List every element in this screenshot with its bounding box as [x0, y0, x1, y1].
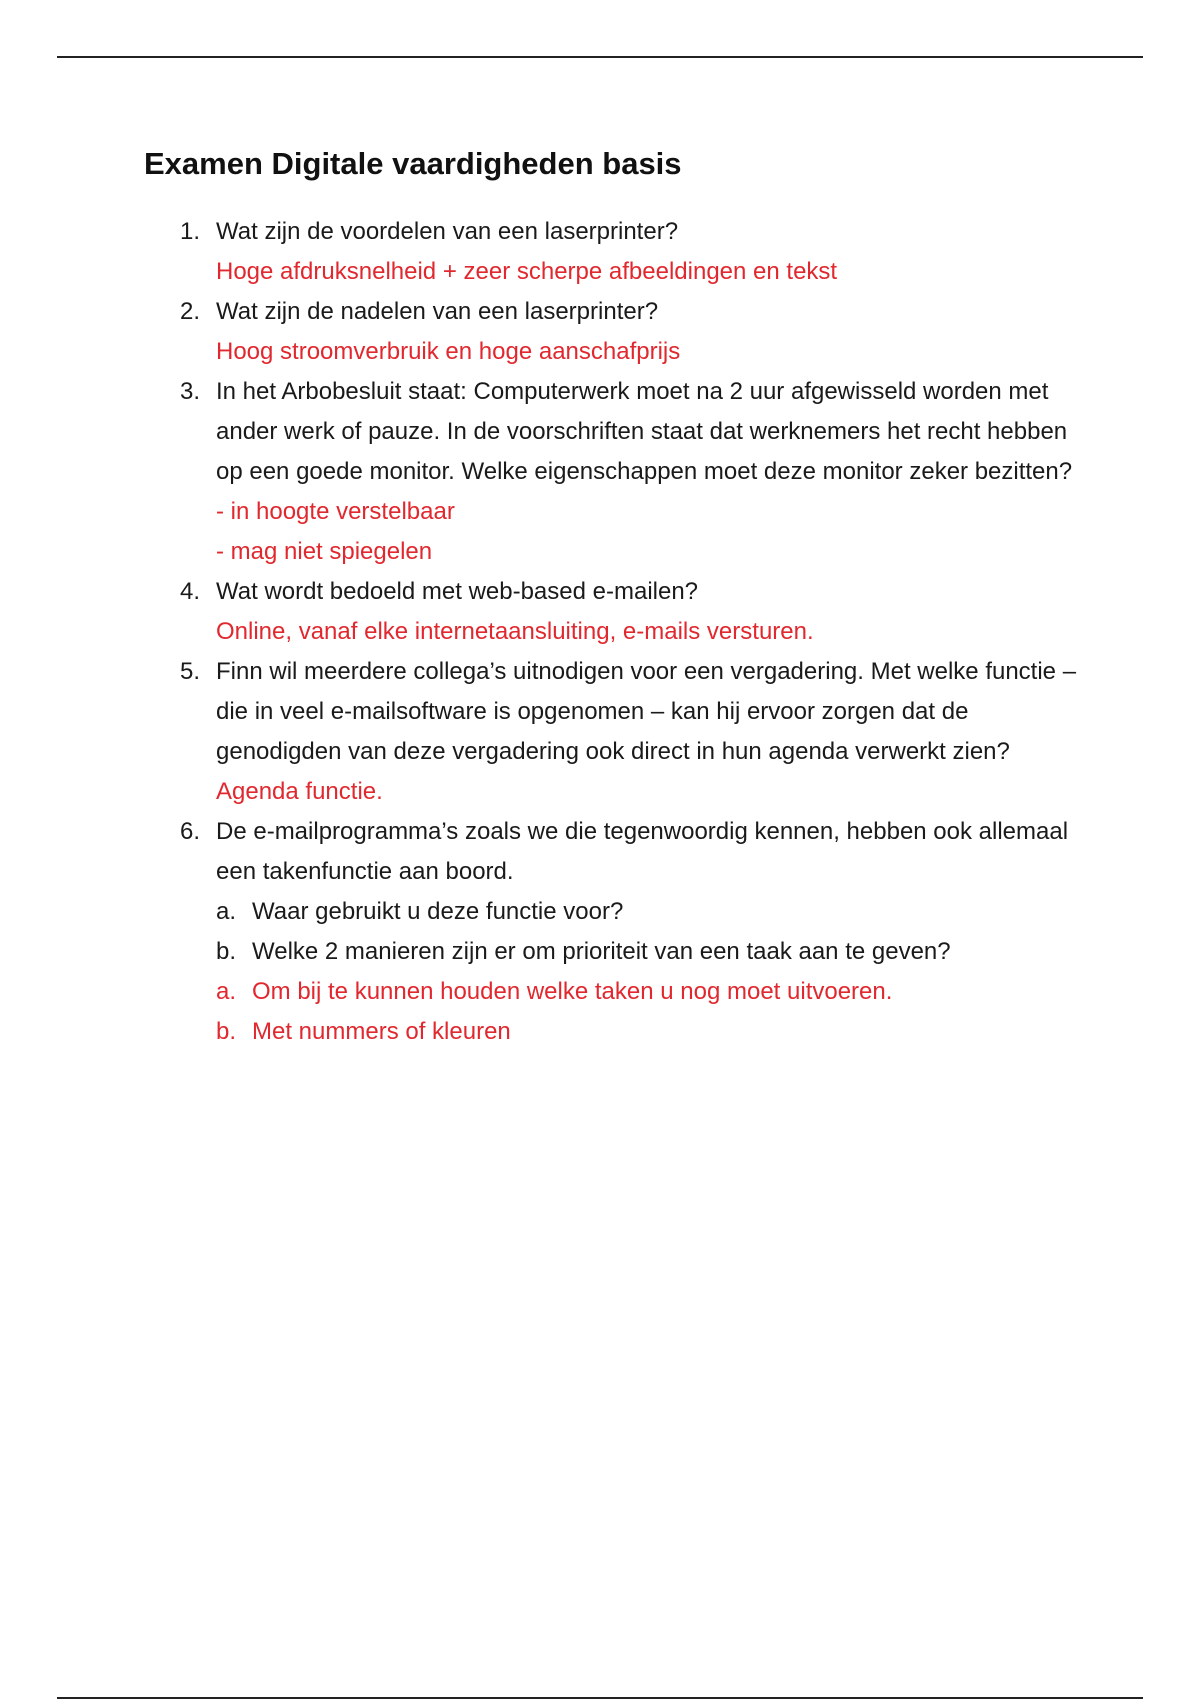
sub-answer-letter: b.: [216, 1018, 237, 1045]
answer-text: - mag niet spiegelen: [216, 538, 433, 565]
sub-question-text: Welke 2 manieren zijn er om prioriteit van een taak aan te geven?: [252, 938, 951, 965]
question-text: De e-mailprogramma’s zoals we die tegenwoordig kennen, hebben ook allemaal een takenfunctie aan boord.: [216, 818, 1069, 885]
sub-question-letter: b.: [216, 938, 237, 965]
answer-text: Agenda functie.: [216, 778, 383, 805]
answer-text: Hoog stroomverbruik en hoge aanschafprijs: [216, 338, 681, 365]
question-text: Finn wil meerdere collega’s uitnodigen voor een vergadering. Met welke functie – die in veel e-mailsoftware is opgenomen – kan hij ervoor zorgen dat de genodigden van deze vergadering ook direct in hun agenda verwerkt zien?: [216, 658, 1077, 765]
document-title: Examen Digitale vaardigheden basis: [144, 146, 682, 181]
question-item-3: [144, 372, 1084, 572]
document-body: [144, 140, 1084, 1052]
question-item-6: [144, 812, 1084, 1052]
answer-text: Hoge afdruksnelheid + zeer scherpe afbeeldingen en tekst: [216, 258, 838, 285]
question-item-4: [144, 572, 1084, 652]
question-text: Wat zijn de nadelen van een laserprinter?: [216, 298, 659, 325]
sub-answer-a: [216, 972, 1084, 1012]
question-item-1: [144, 212, 1084, 292]
question-text: Wat zijn de voordelen van een laserprinter?: [216, 218, 679, 245]
question-list: [144, 212, 1084, 1052]
question-number: 2.: [180, 298, 201, 325]
sub-answer-b: [216, 1012, 1084, 1052]
footer-rule: [57, 1697, 1143, 1699]
header-rule: [57, 56, 1143, 58]
question-item-5: [144, 652, 1084, 812]
question-item-2: [144, 292, 1084, 372]
question-number: 6.: [180, 818, 201, 845]
sub-question-letter: a.: [216, 898, 237, 925]
answer-text: Online, vanaf elke internetaansluiting, e-mails versturen.: [216, 618, 814, 645]
sub-question-b: [216, 932, 1084, 972]
question-text: In het Arbobesluit staat: Computerwerk moet na 2 uur afgewisseld worden met ander werk of pauze. In de voorschriften staat dat werknemers het recht hebben op een goede monitor. Welke eigenschappen moet deze monitor zeker bezitten?: [216, 378, 1073, 485]
question-text: Wat wordt bedoeld met web-based e-mailen?: [216, 578, 699, 605]
question-number: 3.: [180, 378, 201, 405]
question-number: 4.: [180, 578, 201, 605]
question-number: 5.: [180, 658, 201, 685]
sub-answer-letter: a.: [216, 978, 237, 1005]
sub-question-text: Waar gebruikt u deze functie voor?: [252, 898, 624, 925]
sub-answer-text: Om bij te kunnen houden welke taken u nog moet uitvoeren.: [252, 978, 893, 1005]
answer-text: - in hoogte verstelbaar: [216, 498, 455, 525]
question-number: 1.: [180, 218, 201, 245]
sub-answer-text: Met nummers of kleuren: [252, 1018, 511, 1045]
sub-question-a: [216, 892, 1084, 932]
